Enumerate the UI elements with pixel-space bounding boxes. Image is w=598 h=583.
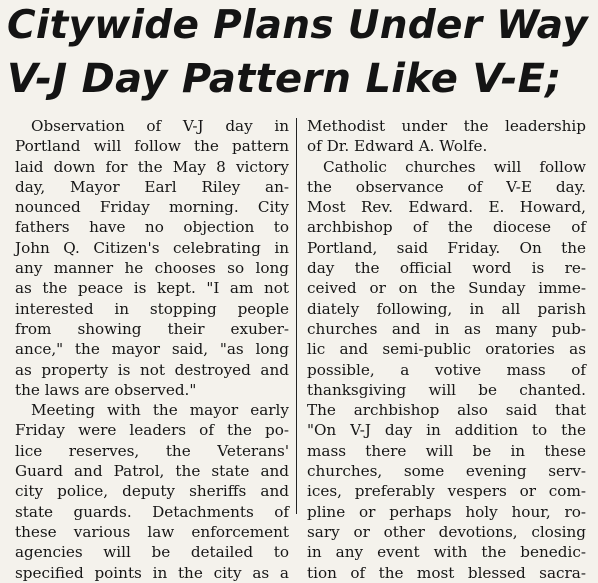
text-line: day the official word is re- bbox=[307, 259, 586, 278]
text-line: state guards. Detachments of bbox=[15, 502, 289, 521]
column-divider bbox=[296, 118, 297, 514]
text-line: "On V-J day in addition to the bbox=[307, 421, 586, 440]
text-line: tion of the most blessed sacra- bbox=[307, 563, 586, 582]
text-line: ceived or on the Sunday imme- bbox=[307, 279, 586, 298]
headline-line-1: Citywide Plans Under Way bbox=[7, 3, 588, 48]
text-line: city police, deputy sheriffs and bbox=[15, 482, 289, 501]
text-line: Methodist under the leadership bbox=[307, 117, 586, 135]
text-line: thanksgiving will be chanted. bbox=[307, 380, 586, 399]
text-line: these various law enforcement bbox=[15, 522, 289, 541]
text-line: possible, a votive mass of bbox=[307, 360, 586, 379]
text-line: fathers have no objection to bbox=[15, 218, 289, 237]
text-line: agencies will be detailed to bbox=[15, 543, 289, 562]
text-line: in any event with the benedic- bbox=[307, 543, 586, 562]
text-line: the observance of V-E day. bbox=[307, 177, 586, 196]
text-line: ices, preferably vespers or com- bbox=[307, 482, 586, 501]
text-line: as property is not destroyed and bbox=[15, 360, 289, 379]
text-line: Most Rev. Edward. E. Howard, bbox=[307, 198, 586, 217]
text-line: Guard and Patrol, the state and bbox=[15, 462, 289, 481]
headline bbox=[0, 0, 598, 112]
text-line: as the peace is kept. "I am not bbox=[15, 279, 289, 298]
text-line: Friday were leaders of the po- bbox=[15, 421, 289, 440]
text-line: laid down for the May 8 victory bbox=[15, 157, 289, 176]
headline-line-2: V-J Day Pattern Like V-E; bbox=[7, 56, 562, 102]
text-line: John Q. Citizen's celebrating in bbox=[15, 238, 289, 257]
text-line: any manner he chooses so long bbox=[15, 259, 289, 278]
text-line: the laws are observed." bbox=[15, 380, 197, 399]
text-line: interested in stopping people bbox=[15, 299, 289, 318]
text-line: ance," the mayor said, "as long bbox=[15, 340, 289, 359]
article-column-left bbox=[15, 116, 289, 583]
text-line: lic and semi-public oratories as bbox=[307, 340, 586, 359]
text-line: sary or other devotions, closing bbox=[307, 522, 586, 541]
text-line: Portland, said Friday. On the bbox=[307, 238, 586, 257]
text-line: Catholic churches will follow bbox=[323, 157, 586, 176]
text-line: day, Mayor Earl Riley an- bbox=[15, 177, 289, 196]
text-line: churches and in as many pub- bbox=[307, 319, 586, 338]
text-line: nounced Friday morning. City bbox=[15, 198, 289, 217]
text-line: archbishop of the diocese of bbox=[307, 218, 586, 237]
text-line: churches, some evening serv- bbox=[307, 462, 586, 481]
text-line: diately following, in all parish bbox=[307, 299, 586, 318]
text-line: specified points in the city as a bbox=[15, 563, 289, 582]
text-line: pline or perhaps holy hour, ro- bbox=[307, 502, 586, 521]
text-line: of Dr. Edward A. Wolfe. bbox=[307, 137, 488, 156]
text-line: mass there will be in these bbox=[307, 441, 586, 460]
text-line: from showing their exuber- bbox=[15, 319, 289, 338]
text-line: The archbishop also said that bbox=[307, 401, 586, 420]
text-line: Portland will follow the pattern bbox=[15, 137, 289, 156]
text-line: Observation of V-J day in bbox=[31, 117, 289, 135]
article-column-right bbox=[307, 116, 586, 583]
text-line: Meeting with the mayor early bbox=[31, 401, 289, 420]
text-line: lice reserves, the Veterans' bbox=[15, 441, 289, 460]
